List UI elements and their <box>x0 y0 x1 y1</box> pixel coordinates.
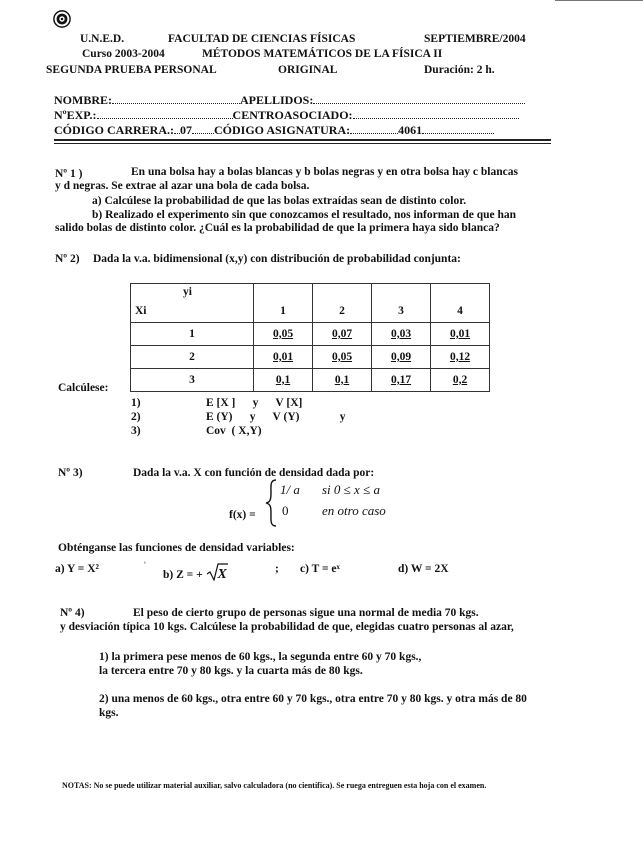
table-cell: 0,05 <box>313 345 372 368</box>
table-cell: 0,1 <box>313 368 372 391</box>
case1-value: 1/ a <box>280 482 300 497</box>
nexp-field[interactable] <box>54 108 519 123</box>
q3-part-a: a) Y = X² <box>55 563 99 575</box>
table-cell: 0,07 <box>313 322 372 345</box>
case2-value: 0 <box>282 503 289 518</box>
q1-line1: En una bolsa hay a bolas blancas y b bolas negras y en otra bolsa hay c blancas <box>131 166 518 178</box>
probability-table <box>130 283 490 392</box>
q2-item-1-num: 1) <box>131 397 141 409</box>
table-cell: 0,12 <box>431 345 490 368</box>
institution: U.N.E.D. <box>80 33 125 45</box>
exam-name: SEGUNDA PRUEBA PERSONAL <box>46 64 217 76</box>
row-header: 3 <box>131 368 254 391</box>
case2-condition: en otro caso <box>322 503 386 518</box>
nexp-label: NºEXP.: <box>54 108 97 122</box>
q4-line1: El peso de cierto grupo de personas sigue una normal de media 70 kgs. <box>133 607 479 619</box>
table-cell: 0,09 <box>372 345 431 368</box>
q3-part-d: d) W = 2X <box>398 563 449 575</box>
codigo-carrera-label: CÓDIGO CARRERA.: <box>54 123 174 137</box>
table-cell: 0,17 <box>372 368 431 391</box>
q2-text: Dada la v.a. bidimensional (x,y) con distribución de probabilidad conjunta: <box>93 253 461 265</box>
q4-part1a: 1) la primera pese menos de 60 kgs., la segunda entre 60 y 70 kgs., <box>99 651 422 663</box>
q3-part-c: c) T = eˣ <box>300 563 340 575</box>
header-rule-2 <box>54 143 551 144</box>
corner-line <box>555 0 643 1</box>
apellidos-label: APELLIDOS: <box>240 93 314 107</box>
table-row <box>131 322 490 345</box>
exam-page: U.N.E.D. FACULTAD DE CIENCIAS FÍSICAS SEPTIEMBRE/2004 Curso 2003-2004 MÉTODOS MATEMÁTICOS DE LA FÍSICA II SEGUNDA PRUEBA PERSONAL ORIGINAL Duración: 2 h. NOMBRE: APELLIDOS: NºEXP.: CENTROASOCIADO: CÓDIGO CARRERA.: 07 CÓDIGO ASIGNATURA: 4061 Nº 1 ) En una bolsa hay a bolas blancas y b bolas negras y en otra bolsa hay c blancas y d negras. Se extrae al azar una bola de cada bolsa. a) Calcúlese la probabilidad de que las bolas extraídas sean de distinto color. b) Realizado el experimento sin que conozcamos el resultado, nos informan de que han salido bolas de distinto color. ¿Cuál es la probabilidad de que la primera haya sido blanca? Nº 2) Dada la v.a. bidimensional (x,y) con distribución de probabilidad conjunta: yi Xi 1 2 3 4 1 0,05 0,07 0,03 0,01 2 0,01 0,05 0,09 0,12 3 0,1 0,1 0,17 0,2 Calcúlese: 1) E [X ] y V [X] 2) E (Y) y V (Y) y 3) Cov ( X,Y) Nº 3) Dada la v.a. X con función de densidad dada por: f(x) = 1/ a si 0 ≤ x ≤ a 0 en otro caso Obténganse las funciones de densidad variables: a) Y = X² ˈ b) Z = + X ; c) T = eˣ d) W = 2X Nº 4) El peso de cierto grupo de personas sigue una normal de media 70 kgs. y desviación típica 10 kgs. Calcúlese la probabilidad de que, elegidas cuatro personas al azar, 1) la primera pese menos de 60 kgs., la segunda entre 60 y 70 kgs., la tercera entre 70 y 80 kgs. y la cuarta más de 80 kgs. 2) una menos de 60 kgs., otra entre 60 y 70 kgs., otra entre 70 y 80 kgs. y otra más de 80 kgs. NOTAS: No se puede utilizar material auxiliar, salvo calculadora (no científica). Se ruega entreguen esta hoja con el examen. <box>0 0 643 848</box>
x-label: Xi <box>131 300 254 323</box>
q4-number: Nº 4) <box>60 607 85 619</box>
q2-item-3: Cov ( X,Y) <box>206 425 262 437</box>
q4-part2b: kgs. <box>99 707 119 719</box>
subject-title: MÉTODOS MATEMÁTICOS DE LA FÍSICA II <box>202 48 443 60</box>
exam-duration: Duración: 2 h. <box>424 64 495 76</box>
q1-part-a: a) Calcúlese la probabilidad de que las bolas extraídas sean de distinto color. <box>92 195 467 207</box>
codigo-field[interactable] <box>54 123 494 138</box>
row-header: 1 <box>131 322 254 345</box>
q3-obtain: Obténganse las funciones de densidad variables: <box>58 542 295 554</box>
q1-line2: y d negras. Se extrae al azar una bola de cada bolsa. <box>55 180 310 192</box>
col-header-2: 2 <box>313 300 372 323</box>
table-cell: 0,03 <box>372 322 431 345</box>
q1-part-b1: b) Realizado el experimento sin que conozcamos el resultado, nos informan de que han <box>92 209 517 221</box>
col-header-4: 4 <box>431 300 490 323</box>
course-year: Curso 2003-2004 <box>82 48 165 60</box>
nombre-label: NOMBRE: <box>54 93 112 107</box>
q4-part2a: 2) una menos de 60 kgs., otra entre 60 y 70 kgs., otra entre 70 y 80 kgs. y otra más de 80 <box>99 693 527 705</box>
q2-item-1: E [X ] y V [X] <box>206 397 303 409</box>
table-cell: 0,01 <box>254 345 313 368</box>
codigo-asignatura-label: CÓDIGO ASIGNATURA: <box>214 123 351 137</box>
table-cell: 0,2 <box>431 368 490 391</box>
q2-item-3-num: 3) <box>131 425 141 437</box>
table-cell: 0,01 <box>431 322 490 345</box>
f-label: f(x) = <box>229 509 256 521</box>
q2-calc-label: Calcúlese: <box>58 382 109 394</box>
exam-type: ORIGINAL <box>278 64 338 76</box>
q4-part1b: la tercera entre 70 y 80 kgs. y la cuarta más de 80 kgs. <box>99 665 363 677</box>
left-brace-icon <box>264 478 278 528</box>
nombre-field[interactable] <box>54 93 525 108</box>
q1-part-b2: salido bolas de distinto color. ¿Cuál es la probabilidad de que la primera haya sido blanca? <box>55 222 500 234</box>
table-row <box>131 368 490 391</box>
centro-label: CENTROASOCIADO: <box>232 108 353 122</box>
row-header: 2 <box>131 345 254 368</box>
header-rule <box>54 139 551 141</box>
case1-condition: si 0 ≤ x ≤ a <box>322 482 380 497</box>
footer-note: NOTAS: No se puede utilizar material auxiliar, salvo calculadora (no científica). Se ruega entreguen esta hoja con el examen. <box>62 781 487 790</box>
exam-date: SEPTIEMBRE/2004 <box>424 33 526 45</box>
codigo-asignatura-value: 4061 <box>398 123 423 137</box>
codigo-carrera-value: 07 <box>180 123 192 137</box>
q2-number: Nº 2) <box>55 253 80 265</box>
q1-number: Nº 1 ) <box>55 168 83 180</box>
q3-part-b: b) Z = + X <box>163 563 227 583</box>
q2-item-2-num: 2) <box>131 411 141 423</box>
col-header-1: 1 <box>254 300 313 323</box>
table-cell: 0,1 <box>254 368 313 391</box>
q3-number: Nº 3) <box>58 467 83 479</box>
table-cell: 0,05 <box>254 322 313 345</box>
uned-logo-icon <box>53 10 71 28</box>
q4-line2: y desviación típica 10 kgs. Calcúlese la probabilidad de que, elegidas cuatro personas al azar, <box>60 621 514 633</box>
col-header-3: 3 <box>372 300 431 323</box>
faculty: FACULTAD DE CIENCIAS FÍSICAS <box>168 33 356 45</box>
table-row <box>131 345 490 368</box>
y-label: yi <box>131 284 254 300</box>
q3-text: Dada la v.a. X con función de densidad dada por: <box>133 467 375 479</box>
q2-item-2: E (Y) y V (Y) y <box>206 411 346 423</box>
